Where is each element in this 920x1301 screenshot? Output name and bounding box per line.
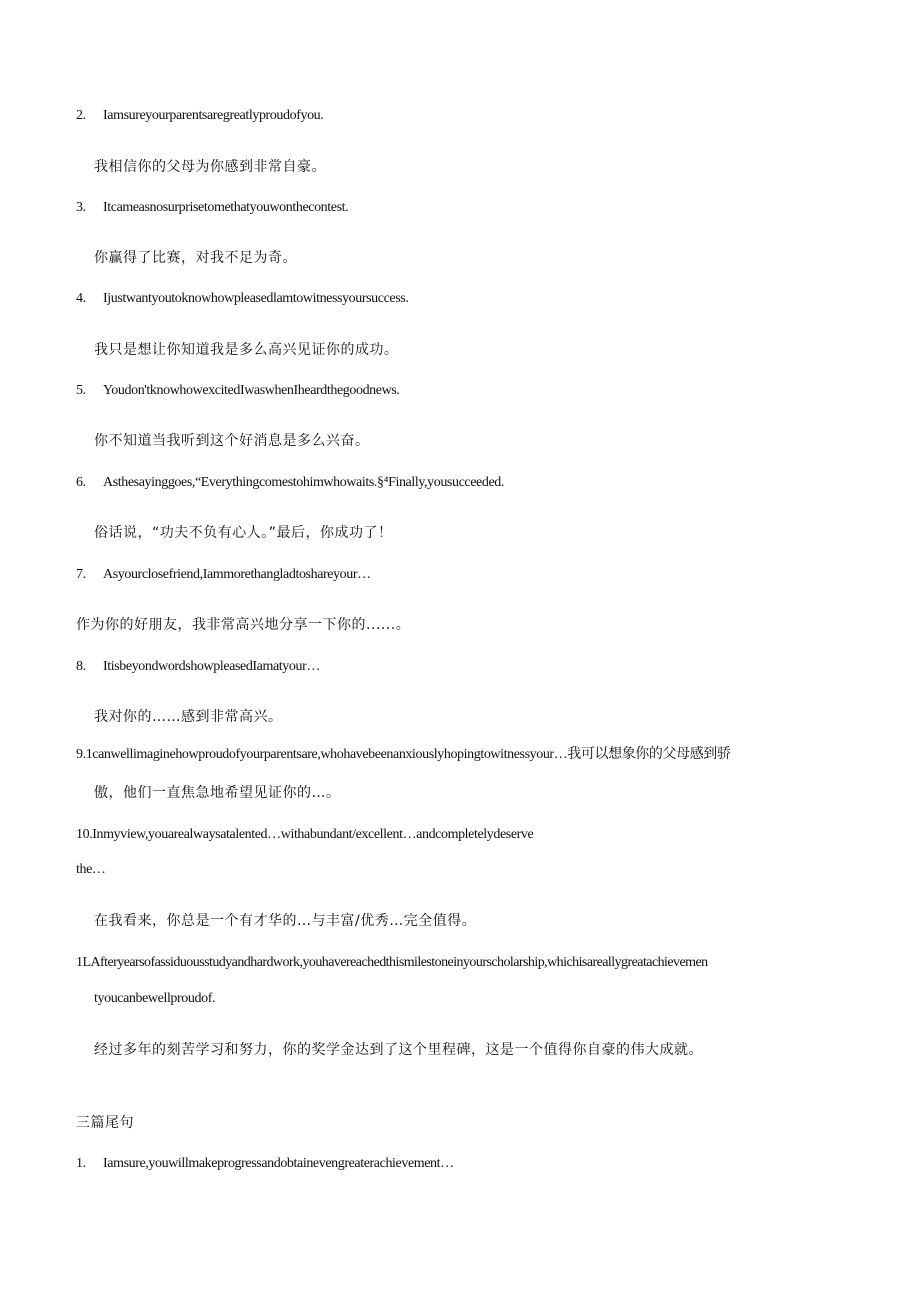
item-number: 3.: [76, 200, 86, 215]
item-8-english: [76, 657, 320, 677]
item-6-english: [76, 473, 504, 493]
english-text: Youdon'tknowhowexcitedIwaswhenIheardthegoodnews.: [103, 383, 400, 398]
item-10-line-1: 10.Inmyview,youarealwaysatalented…withabundant/excellent…andcompletelydeserve: [76, 827, 534, 842]
item-9-line-1: 9.1canwellimaginehowproudofyourparentsare,whohavebeenanxiouslyhopingtowitnessyour…我可以想象你的父母感到骄: [76, 747, 731, 762]
item-3-chinese: 你赢得了比赛，对我不足为奇。: [94, 250, 297, 266]
item-5-english: [76, 381, 399, 401]
item-4-english: [76, 289, 408, 309]
item-10-chinese: 在我看来，你总是一个有才华的…与丰富/优秀…完全值得。: [94, 913, 477, 929]
item-2-chinese: 我相信你的父母为你感到非常自豪。: [94, 159, 326, 175]
item-7-english: [76, 565, 371, 585]
item-7-chinese: 作为你的好朋友，我非常高兴地分享一下你的......。: [76, 617, 411, 633]
item-number: 6.: [76, 475, 86, 490]
english-text: Ijustwantyoutoknowhowpleasedlamtowitnessyoursuccess.: [103, 291, 409, 306]
item-10-line-2: the…: [76, 862, 106, 877]
item-6-chinese: 俗话说，“功夫不负有心人。”最后，你成功了！: [94, 525, 393, 541]
item-11-line-2: tyoucanbewellproudof.: [94, 991, 216, 1006]
closing-item-1: [76, 1154, 454, 1174]
english-text: Asthesayinggoes,“Everythingcomestohimwhowaits.§⁴Finally,yousucceeded.: [103, 475, 504, 490]
item-11-chinese: 经过多年的刻苦学习和努力，你的奖学金达到了这个里程碑，这是一个值得你自豪的伟大成就。: [94, 1042, 703, 1058]
item-number: 2.: [76, 108, 86, 123]
item-9-line-2: 傲，他们一直焦急地希望见证你的…。: [94, 785, 341, 801]
item-4-chinese: 我只是想让你知道我是多么高兴见证你的成功。: [94, 342, 399, 358]
english-text: ItisbeyondwordshowpleasedIamatyour…: [103, 659, 320, 674]
english-text: Itcameasnosurprisetomethatyouwonthecontest.: [103, 200, 349, 215]
item-11-line-1: 1LAfteryearsofassiduousstudyandhardwork,youhavereachedthismilestoneinyourscholarship,whichisareallygreatachievemen: [76, 955, 708, 970]
item-8-chinese: 我对你的……感到非常高兴。: [94, 709, 283, 725]
item-2-english: [76, 106, 323, 126]
item-number: 8.: [76, 659, 86, 674]
english-text: Iamsureyourparentsaregreatlyproudofyou.: [103, 108, 324, 123]
item-number: 4.: [76, 291, 86, 306]
item-5-chinese: 你不知道当我听到这个好消息是多么兴奋。: [94, 433, 370, 449]
english-text: Iamsure,youwillmakeprogressandobtainevengreaterachievement…: [103, 1156, 454, 1171]
section-heading: 三篇尾句: [76, 1115, 134, 1131]
item-number: 5.: [76, 383, 86, 398]
english-text: Asyourclosefriend,Iammorethangladtoshareyour…: [103, 567, 371, 582]
item-number: 1.: [76, 1156, 86, 1171]
item-3-english: [76, 198, 348, 218]
item-number: 7.: [76, 567, 86, 582]
